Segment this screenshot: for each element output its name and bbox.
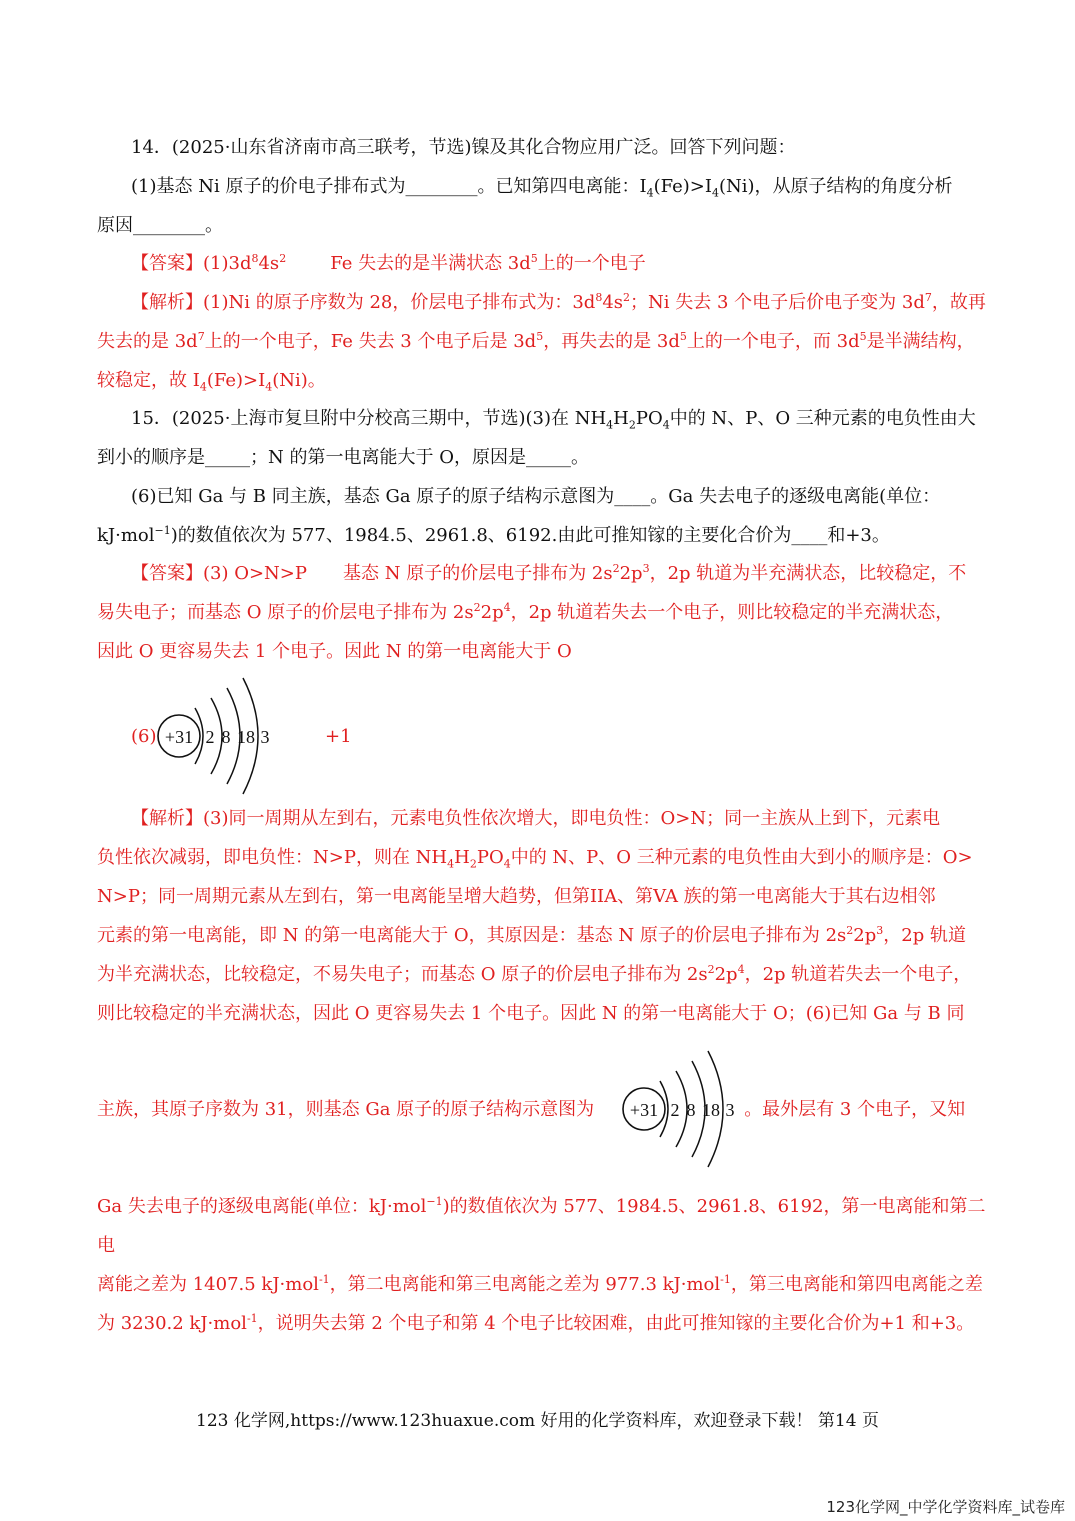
atom-shell-2: 8	[221, 727, 231, 747]
q15-title: 15．(2025·上海市复旦附中分校高三期中，节选)(3)在 $NH_4H_2PO_4$中的 N、P、O 三种元素的电负性由大 到小的顺序是_____；N 的第一电离能大于 O，原因是_____。	[97, 408, 976, 468]
q14-part1: (1)基态 Ni 原子的价电子排布式为________。已知第四电离能：$I_4(Fe)>I_4(Ni)$，从原子结构的角度分析 原因________。	[97, 176, 953, 236]
q14-explanation: 【解析】(1)Ni 的原子序数为 28，价层电子排布式为：$3d^84s^2$；Ni 失去 3 个电子后价电子变为 $3d^7$，故再 失去的是 $3d^7$上的一个电子，Fe 失去 3 个电子后是 $3d^5$，再失去的是 $3d^5$上的一个电子，而 $3d^5$是半满结构， 较稳定，故 $I_4(Fe)>I_4(Ni)$。	[97, 291, 986, 394]
watermark: 123化学网_中学化学资料库_试卷库	[826, 1498, 1065, 1516]
atom-shell-1: 2	[670, 1100, 680, 1120]
atom-diagram-answer	[155, 676, 305, 796]
q15-explanation-end: Ga 失去电子的逐级电离能(单位：kJ·mol$^{-1}$)的数值依次为 577、1984.5、2961.8、6192，第一电离能和第二电 离能之差为 1407.5 kJ·mol$^{-1}$，第二电离能和第三电离能之差为 977.3 kJ·mol$^{-1}$，第三电离能和第四电离能之差 为 3230.2 kJ·mol$^{-1}$，说明失去第 2 个电子和第 4 个电子比较困难，由此可推知镓的主要化合价为+1 和+3。	[97, 1195, 986, 1334]
q15-explanation: 【解析】(3)同一周期从左到右，元素电负性依次增大，即电负性：O>N；同一主族从上到下，元素电 负性依次减弱，即电负性：N>P，则在 $NH_4H_2PO_4$中的 N、P、O 三种元素的电负性由大到小的顺序是：O> N>P；同一周期元素从左到右，第一电离能呈增大趋势，但第IIA、第VA 族的第一电离能大于其右边相邻 元素的第一电离能，即 N 的第一电离能大于 O，其原因是：基态 N 原子的价层电子排布为 $2s^22p^3$，2p 轨道 为半充满状态，比较稳定，不易失电子；而基态 O 原子的价层电子排布为 $2s^22p^4$，2p 轨道若失去一个电子， 则比较稳定的半充满状态，因此 O 更容易失去 1 个电子。因此 N 的第一电离能大于 O；(6)已知 Ga 与 B 同	[97, 808, 973, 1024]
q15-answer: 【答案】(3) O>N>P 基态 N 原子的价层电子排布为 $2s^22p^3$，2p 轨道为半充满状态，比较稳定，不 易失电子；而基态 O 原子的价层电子排布为 $2s^22p^4$，2p 轨道若失去一个电子，则比较稳定的半充满状态， 因此 O 更容易失去 1 个电子。因此 N 的第一电离能大于 O	[97, 562, 967, 662]
atom-shell-4: 3	[725, 1100, 735, 1120]
atom-nucleus: +31	[164, 727, 194, 747]
q14-title: 14．(2025·山东省济南市高三联考，节选)镍及其化合物应用广泛。回答下列问题：	[131, 137, 796, 158]
page-footer: 123 化学网,https://www.123huaxue.com 好用的化学资料库，欢迎登录下载！ 第14 页	[196, 1411, 879, 1431]
atom-diagram-explanation	[620, 1049, 770, 1169]
atom-shell-3: 18	[702, 1100, 720, 1120]
atom-shell-1: 2	[205, 727, 215, 747]
atom-shell-2: 8	[686, 1100, 696, 1120]
q15-answer6-valence: +1	[325, 726, 352, 747]
q14-answer: 【答案】$(1)3d^84s^2$ Fe 失去的是半满状态 $3d^5$上的一个电子	[131, 252, 646, 274]
q15-explanation-atom-line: 主族，其原子序数为 31，则基态 Ga 原子的原子结构示意图为 。最外层有 3 个电子，又知	[97, 1099, 966, 1120]
atom-nucleus: +31	[629, 1100, 659, 1120]
atom-shell-3: 18	[237, 727, 255, 747]
q15-part6: (6)已知 Ga 与 B 同主族，基态 Ga 原子的原子结构示意图为____。Ga 失去电子的逐级电离能(单位： kJ·mol$^{-1}$)的数值依次为 577、1984.5、2961.8、6192.由此可推知镓的主要化合价为____和+3。	[97, 486, 941, 546]
atom-shell-4: 3	[260, 727, 270, 747]
q15-answer6-label: (6)	[131, 726, 157, 747]
